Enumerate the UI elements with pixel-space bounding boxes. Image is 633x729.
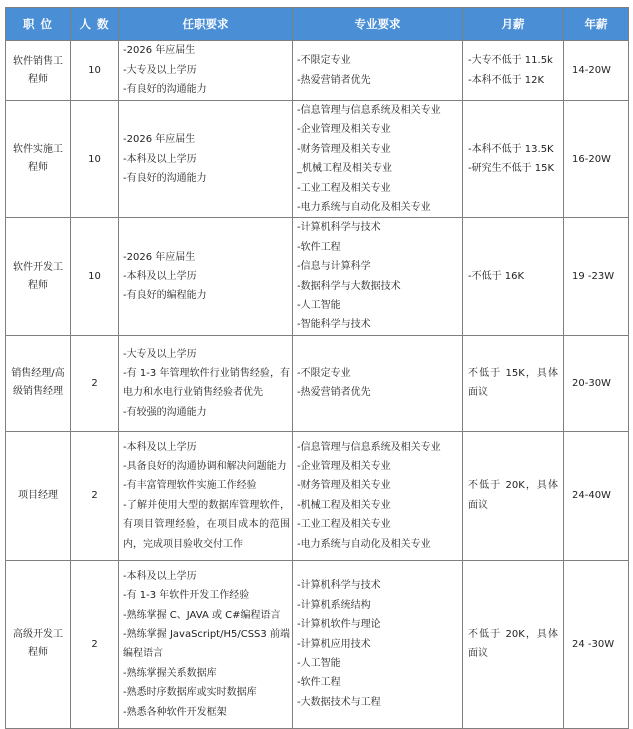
- major-item: -人工智能: [297, 658, 341, 670]
- major-cell: [293, 335, 463, 431]
- annual-salary-cell: 24-40W: [564, 431, 629, 560]
- requirement-item: -有良好的沟通能力: [123, 172, 207, 184]
- requirement-item: -大专及以上学历: [123, 64, 197, 76]
- table-row: [6, 218, 629, 335]
- major-item: -信息与计算科学: [297, 261, 371, 273]
- major-item: -计算机软件与理论: [297, 619, 381, 631]
- header-major: 专业要求: [293, 8, 463, 41]
- count-cell: 2: [71, 335, 119, 431]
- header-count: 人 数: [71, 8, 119, 41]
- count-cell: 2: [71, 560, 119, 728]
- major-cell: [293, 431, 463, 560]
- table-row: [6, 560, 629, 728]
- annual-salary-cell: 24 -30W: [564, 560, 629, 728]
- monthly-salary-item: -本科不低于 13.5K: [468, 143, 554, 155]
- major-item: -计算机系统结构: [297, 599, 371, 611]
- major-item: -不限定专业: [297, 55, 351, 67]
- major-item: -企业管理及相关专业: [297, 461, 391, 473]
- requirement-item: -有 1-3 年管理软件行业销售经验，有电力和水电行业销售经验者优先: [123, 367, 290, 399]
- requirement-item: -2026 年应届生: [123, 134, 196, 146]
- monthly-salary-cell: [463, 431, 564, 560]
- major-item: -工业工程及相关专业: [297, 519, 391, 531]
- monthly-salary-cell: [463, 335, 564, 431]
- major-item: _机械工程及相关专业: [297, 163, 392, 175]
- major-item: -智能科学与技术: [297, 319, 371, 331]
- major-item: -企业管理及相关专业: [297, 124, 391, 136]
- monthly-salary-cell: [463, 101, 564, 218]
- header-monthly-salary: 月薪: [463, 8, 564, 41]
- major-cell: [293, 218, 463, 335]
- recruitment-table: [5, 7, 629, 729]
- requirements-cell: [119, 218, 293, 335]
- header-requirements: 任职要求: [119, 8, 293, 41]
- table-row: [6, 335, 629, 431]
- major-item: -计算机科学与技术: [297, 580, 381, 592]
- header-position: 职 位: [6, 8, 71, 41]
- major-item: -财务管理及相关专业: [297, 143, 391, 155]
- position-cell: 软件实施工程师: [6, 101, 71, 218]
- major-item: -财务管理及相关专业: [297, 480, 391, 492]
- monthly-salary-cell: [463, 41, 564, 101]
- major-item: -不限定专业: [297, 367, 351, 379]
- requirement-item: -本科及以上学历: [123, 570, 197, 582]
- requirement-item: -本科及以上学历: [123, 153, 197, 165]
- monthly-salary-cell: [463, 560, 564, 728]
- requirement-item: -熟悉各种软件开发框架: [123, 706, 227, 718]
- header-annual-salary: 年薪: [564, 8, 629, 41]
- table-row: [6, 431, 629, 560]
- monthly-salary-item: -不低于 16K: [468, 270, 525, 282]
- requirement-item: -本科及以上学历: [123, 270, 197, 282]
- monthly-salary-item: 不低于 20K，具体面议: [468, 480, 558, 511]
- requirement-item: -本科及以上学历: [123, 441, 197, 453]
- requirement-item: -大专及以上学历: [123, 348, 197, 360]
- annual-salary-cell: 19 -23W: [564, 218, 629, 335]
- major-cell: [293, 101, 463, 218]
- requirement-item: -熟练掌握 JavaScript/H5/CSS3 前端编程语言: [123, 628, 290, 660]
- major-item: -计算机应用技术: [297, 638, 371, 650]
- major-item: -信息管理与信息系统及相关专业: [297, 105, 441, 116]
- major-cell: [293, 41, 463, 101]
- requirements-cell: [119, 335, 293, 431]
- requirements-cell: [119, 101, 293, 218]
- monthly-salary-item: -研究生不低于 15K: [468, 163, 555, 175]
- requirement-item: -具备良好的沟通协调和解决问题能力: [123, 461, 287, 473]
- major-item: -信息管理与信息系统及相关专业: [297, 441, 441, 453]
- position-cell: 项目经理: [6, 431, 71, 560]
- requirement-item: -有丰富管理软件实施工作经验: [123, 480, 257, 492]
- requirements-cell: [119, 431, 293, 560]
- recruitment-table-container: [5, 7, 628, 729]
- requirement-item: -有良好的沟通能力: [123, 84, 207, 96]
- annual-salary-cell: 14-20W: [564, 41, 629, 101]
- major-item: -热爱营销者优先: [297, 387, 371, 399]
- requirement-item: -2026 年应届生: [123, 251, 196, 263]
- major-item: -软件工程: [297, 677, 341, 689]
- requirement-item: -熟悉时序数据库或实时数据库: [123, 687, 257, 699]
- requirement-item: -熟练掌握关系数据库: [123, 667, 217, 679]
- monthly-salary-cell: [463, 218, 564, 335]
- count-cell: 10: [71, 218, 119, 335]
- annual-salary-cell: 16-20W: [564, 101, 629, 218]
- major-item: -软件工程: [297, 241, 341, 253]
- count-cell: 10: [71, 101, 119, 218]
- requirement-item: -熟练掌握 C、JAVA 或 C#编程语言: [123, 609, 281, 621]
- position-cell: 软件销售工程师: [6, 41, 71, 101]
- annual-salary-cell: 20-30W: [564, 335, 629, 431]
- major-item: -数据科学与大数据技术: [297, 280, 401, 292]
- requirement-item: -了解并使用大型的数据库管理软件，有项目管理经验，在项目成本的范围内，完成项目验收交付工作: [123, 499, 290, 550]
- major-item: -计算机科学与技术: [297, 222, 381, 234]
- requirement-item: -有良好的编程能力: [123, 290, 207, 302]
- position-cell: 软件开发工程师: [6, 218, 71, 335]
- table-row: [6, 41, 629, 101]
- count-cell: 2: [71, 431, 119, 560]
- major-item: -工业工程及相关专业: [297, 182, 391, 194]
- major-item: -人工智能: [297, 300, 341, 312]
- requirements-cell: [119, 41, 293, 101]
- position-cell: 销售经理/高级销售经理: [6, 335, 71, 431]
- requirement-item: -有 1-3 年软件开发工作经验: [123, 590, 250, 602]
- major-item: -热爱营销者优先: [297, 74, 371, 86]
- requirements-cell: [119, 560, 293, 728]
- major-cell: [293, 560, 463, 728]
- position-cell: 高级开发工程师: [6, 560, 71, 728]
- table-header-row: [6, 8, 629, 41]
- monthly-salary-item: -大专不低于 11.5k: [468, 55, 553, 67]
- table-row: [6, 101, 629, 218]
- major-item: -大数据技术与工程: [297, 696, 381, 708]
- monthly-salary-item: 不低于 15K，具体面议: [468, 367, 558, 399]
- requirement-item: -有较强的沟通能力: [123, 406, 207, 418]
- major-item: -机械工程及相关专业: [297, 499, 391, 511]
- major-item: -电力系统与自动化及相关专业: [297, 538, 431, 550]
- requirement-item: -2026 年应届生: [123, 45, 196, 57]
- count-cell: 10: [71, 41, 119, 101]
- major-item: -电力系统与自动化及相关专业: [297, 202, 431, 214]
- monthly-salary-item: 不低于 20K，具体面议: [468, 628, 558, 660]
- monthly-salary-item: -本科不低于 12K: [468, 74, 545, 86]
